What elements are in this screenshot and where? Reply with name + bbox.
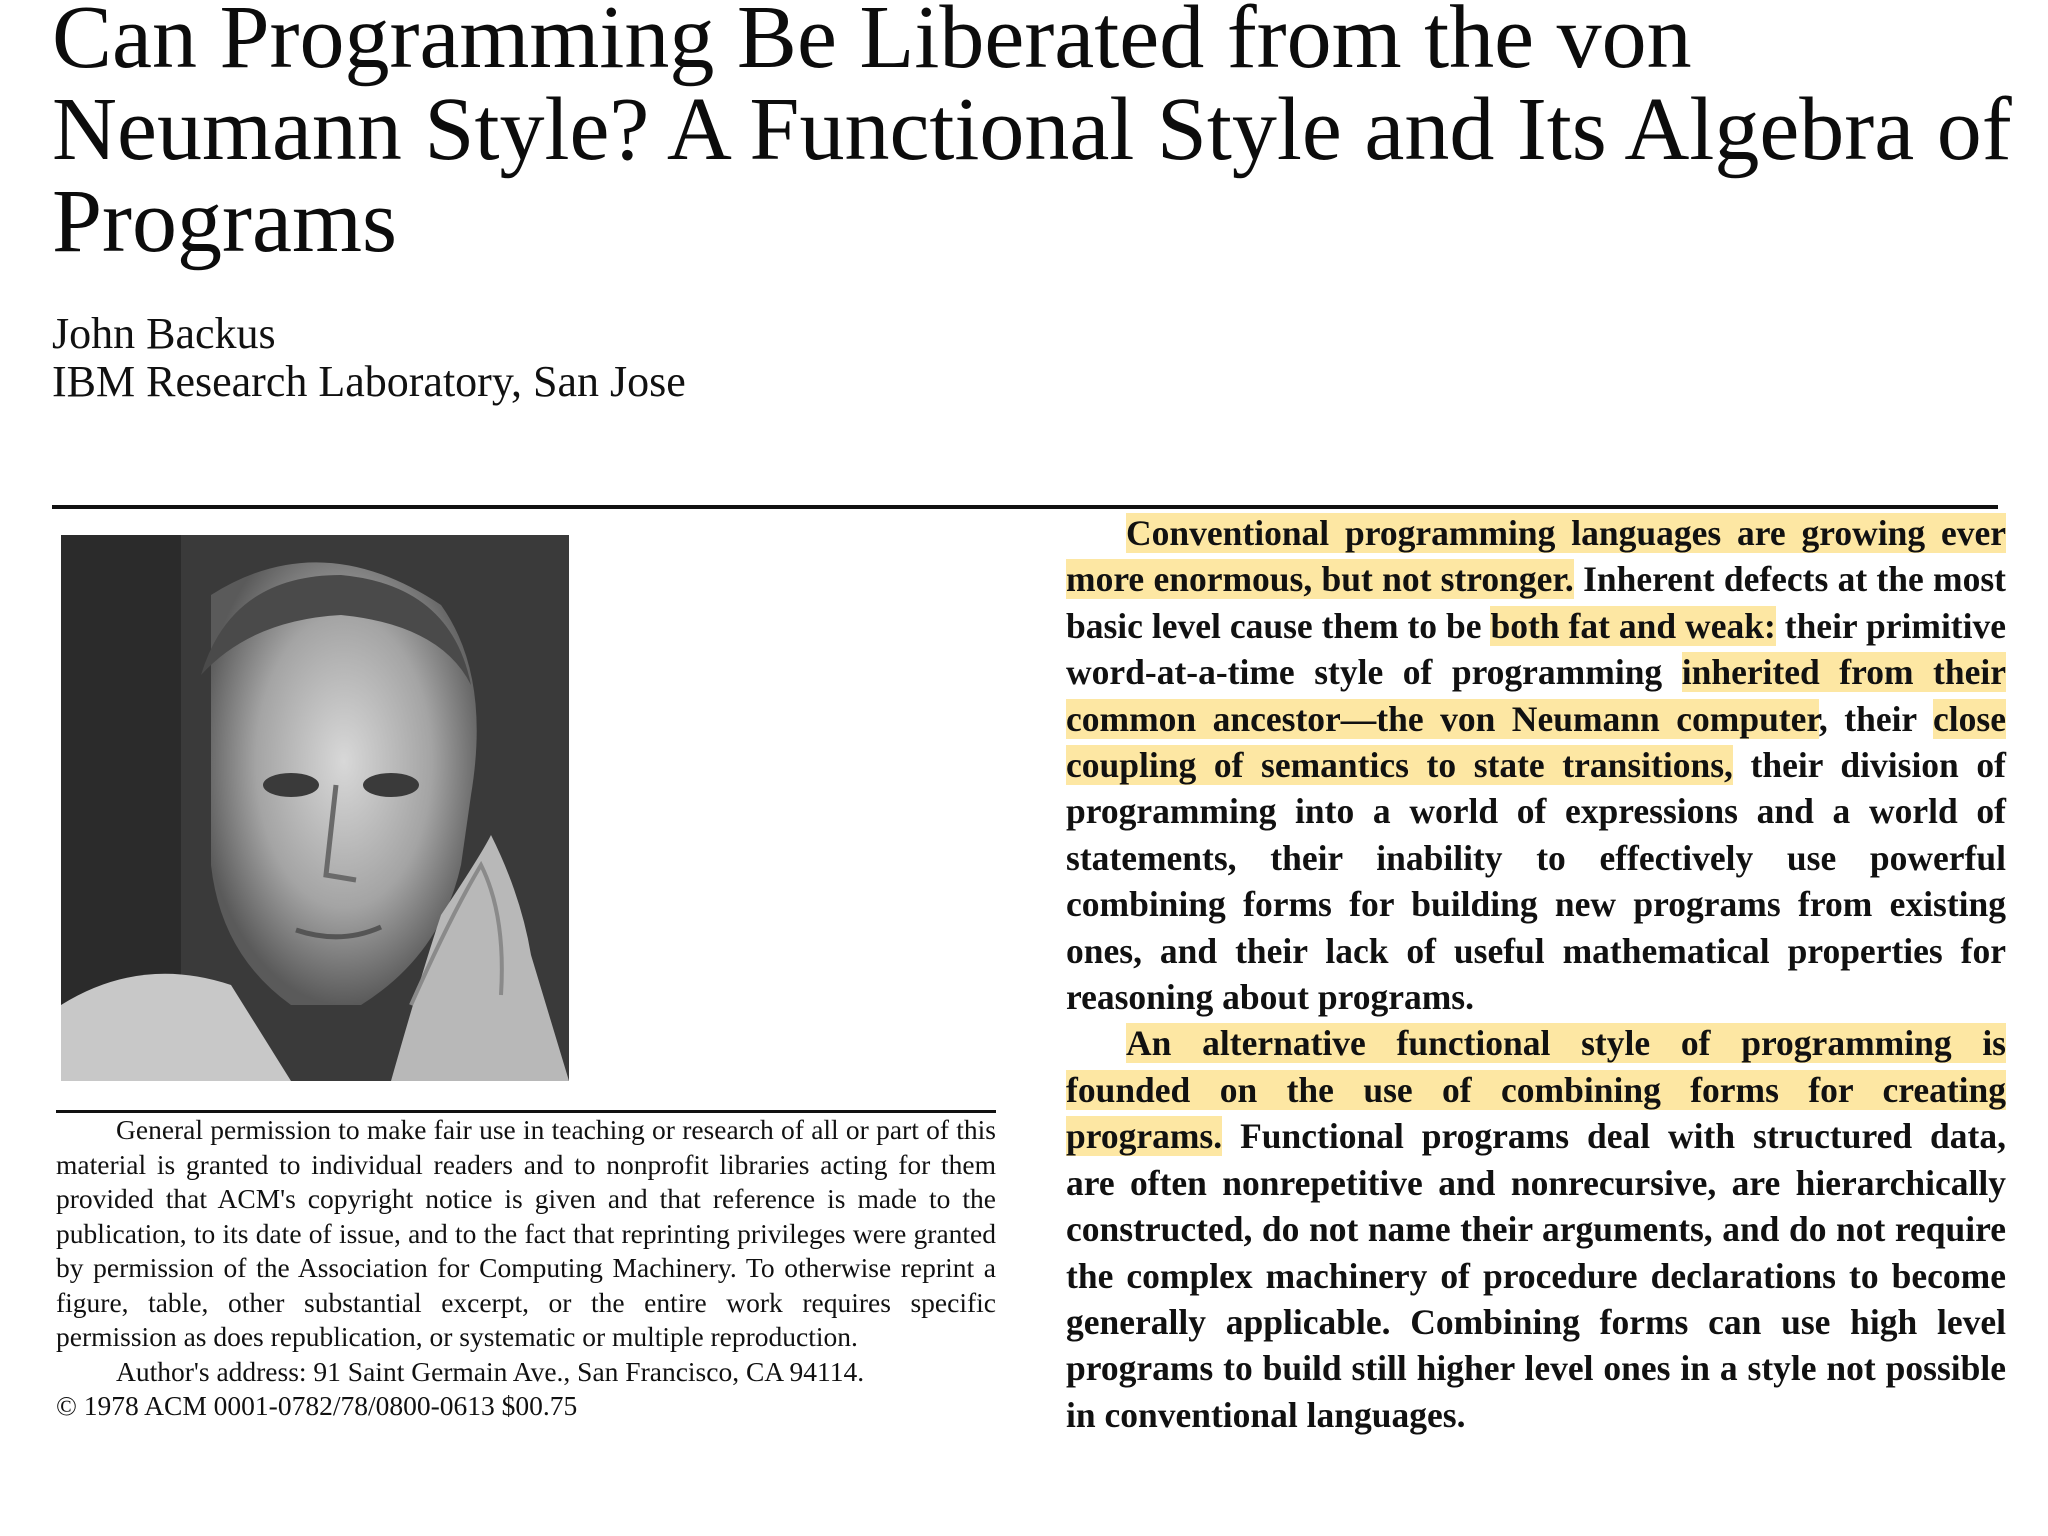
abstract-text: Inherent defects at the most basic level cause them to be [1066, 559, 2006, 646]
abstract-paragraph-1 [1066, 510, 2006, 1020]
permission-notice: General permission to make fair use in teaching or research of all or part of this material is granted to individual readers and to nonprofit libraries acting for them provided that ACM's copyright notice is given and that reference is made to the publication, to its date of issue, and to the fact that reprinting privileges were granted by permission of the Association for Computing Machinery. To otherwise reprint a figure, table, other substantial excerpt, or the entire work requires specific permission as does republication, or systematic or multiple reproduction. [56, 1114, 996, 1352]
paper-title: Can Programming Be Liberated from the von Neumann Style? A Functional Style and Its Algebra of Programs [52, 0, 2012, 271]
author-block [52, 310, 686, 406]
portrait-icon [61, 535, 569, 1081]
highlight: Conventional programming languages are growing ever more enormous, but not stronger. [1066, 513, 2006, 600]
author-name: John Backus [52, 309, 276, 358]
abstract-text: , their [1818, 698, 1934, 739]
author-affiliation: IBM Research Laboratory, San Jose [52, 357, 686, 406]
abstract [1066, 510, 2006, 1438]
highlight: both fat and weak: [1490, 605, 1776, 646]
highlight: close coupling of semantics to state transitions, [1066, 698, 2006, 786]
abstract-text: their division of programming into a world of expressions and a world of statements, their inability to effectively use powerful combining forms for building new programs from existing ones, and their lack of useful mathematical properties for reasoning about programs. [1066, 745, 2006, 1018]
abstract-text: Functional programs deal with structured data, are often nonrepetitive and nonrecursive, are hierarchically constructed, do not name their arguments, and do not require the complex machinery of procedure declarations to become generally applicable. Combining forms can use high level programs to build still higher level ones in a style not possible in conventional languages. [1066, 1116, 2006, 1435]
author-address: Author's address: 91 Saint Germain Ave., San Francisco, CA 94114. [116, 1355, 865, 1387]
copyright-line: © 1978 ACM 0001-0782/78/0800-0613 $00.75 [56, 1390, 578, 1421]
abstract-text: their primitive word-at-a-time style of programming [1066, 605, 2006, 693]
highlight: inherited from their common ancestor—the von Neumann computer [1066, 652, 2007, 739]
footnote [56, 1113, 996, 1424]
author-portrait-image [61, 535, 569, 1081]
highlight: An alternative functional style of programming is founded on the use of combining forms for creating programs. [1066, 1023, 2006, 1157]
title-divider [52, 505, 1998, 509]
abstract-paragraph-2 [1066, 1020, 2006, 1438]
